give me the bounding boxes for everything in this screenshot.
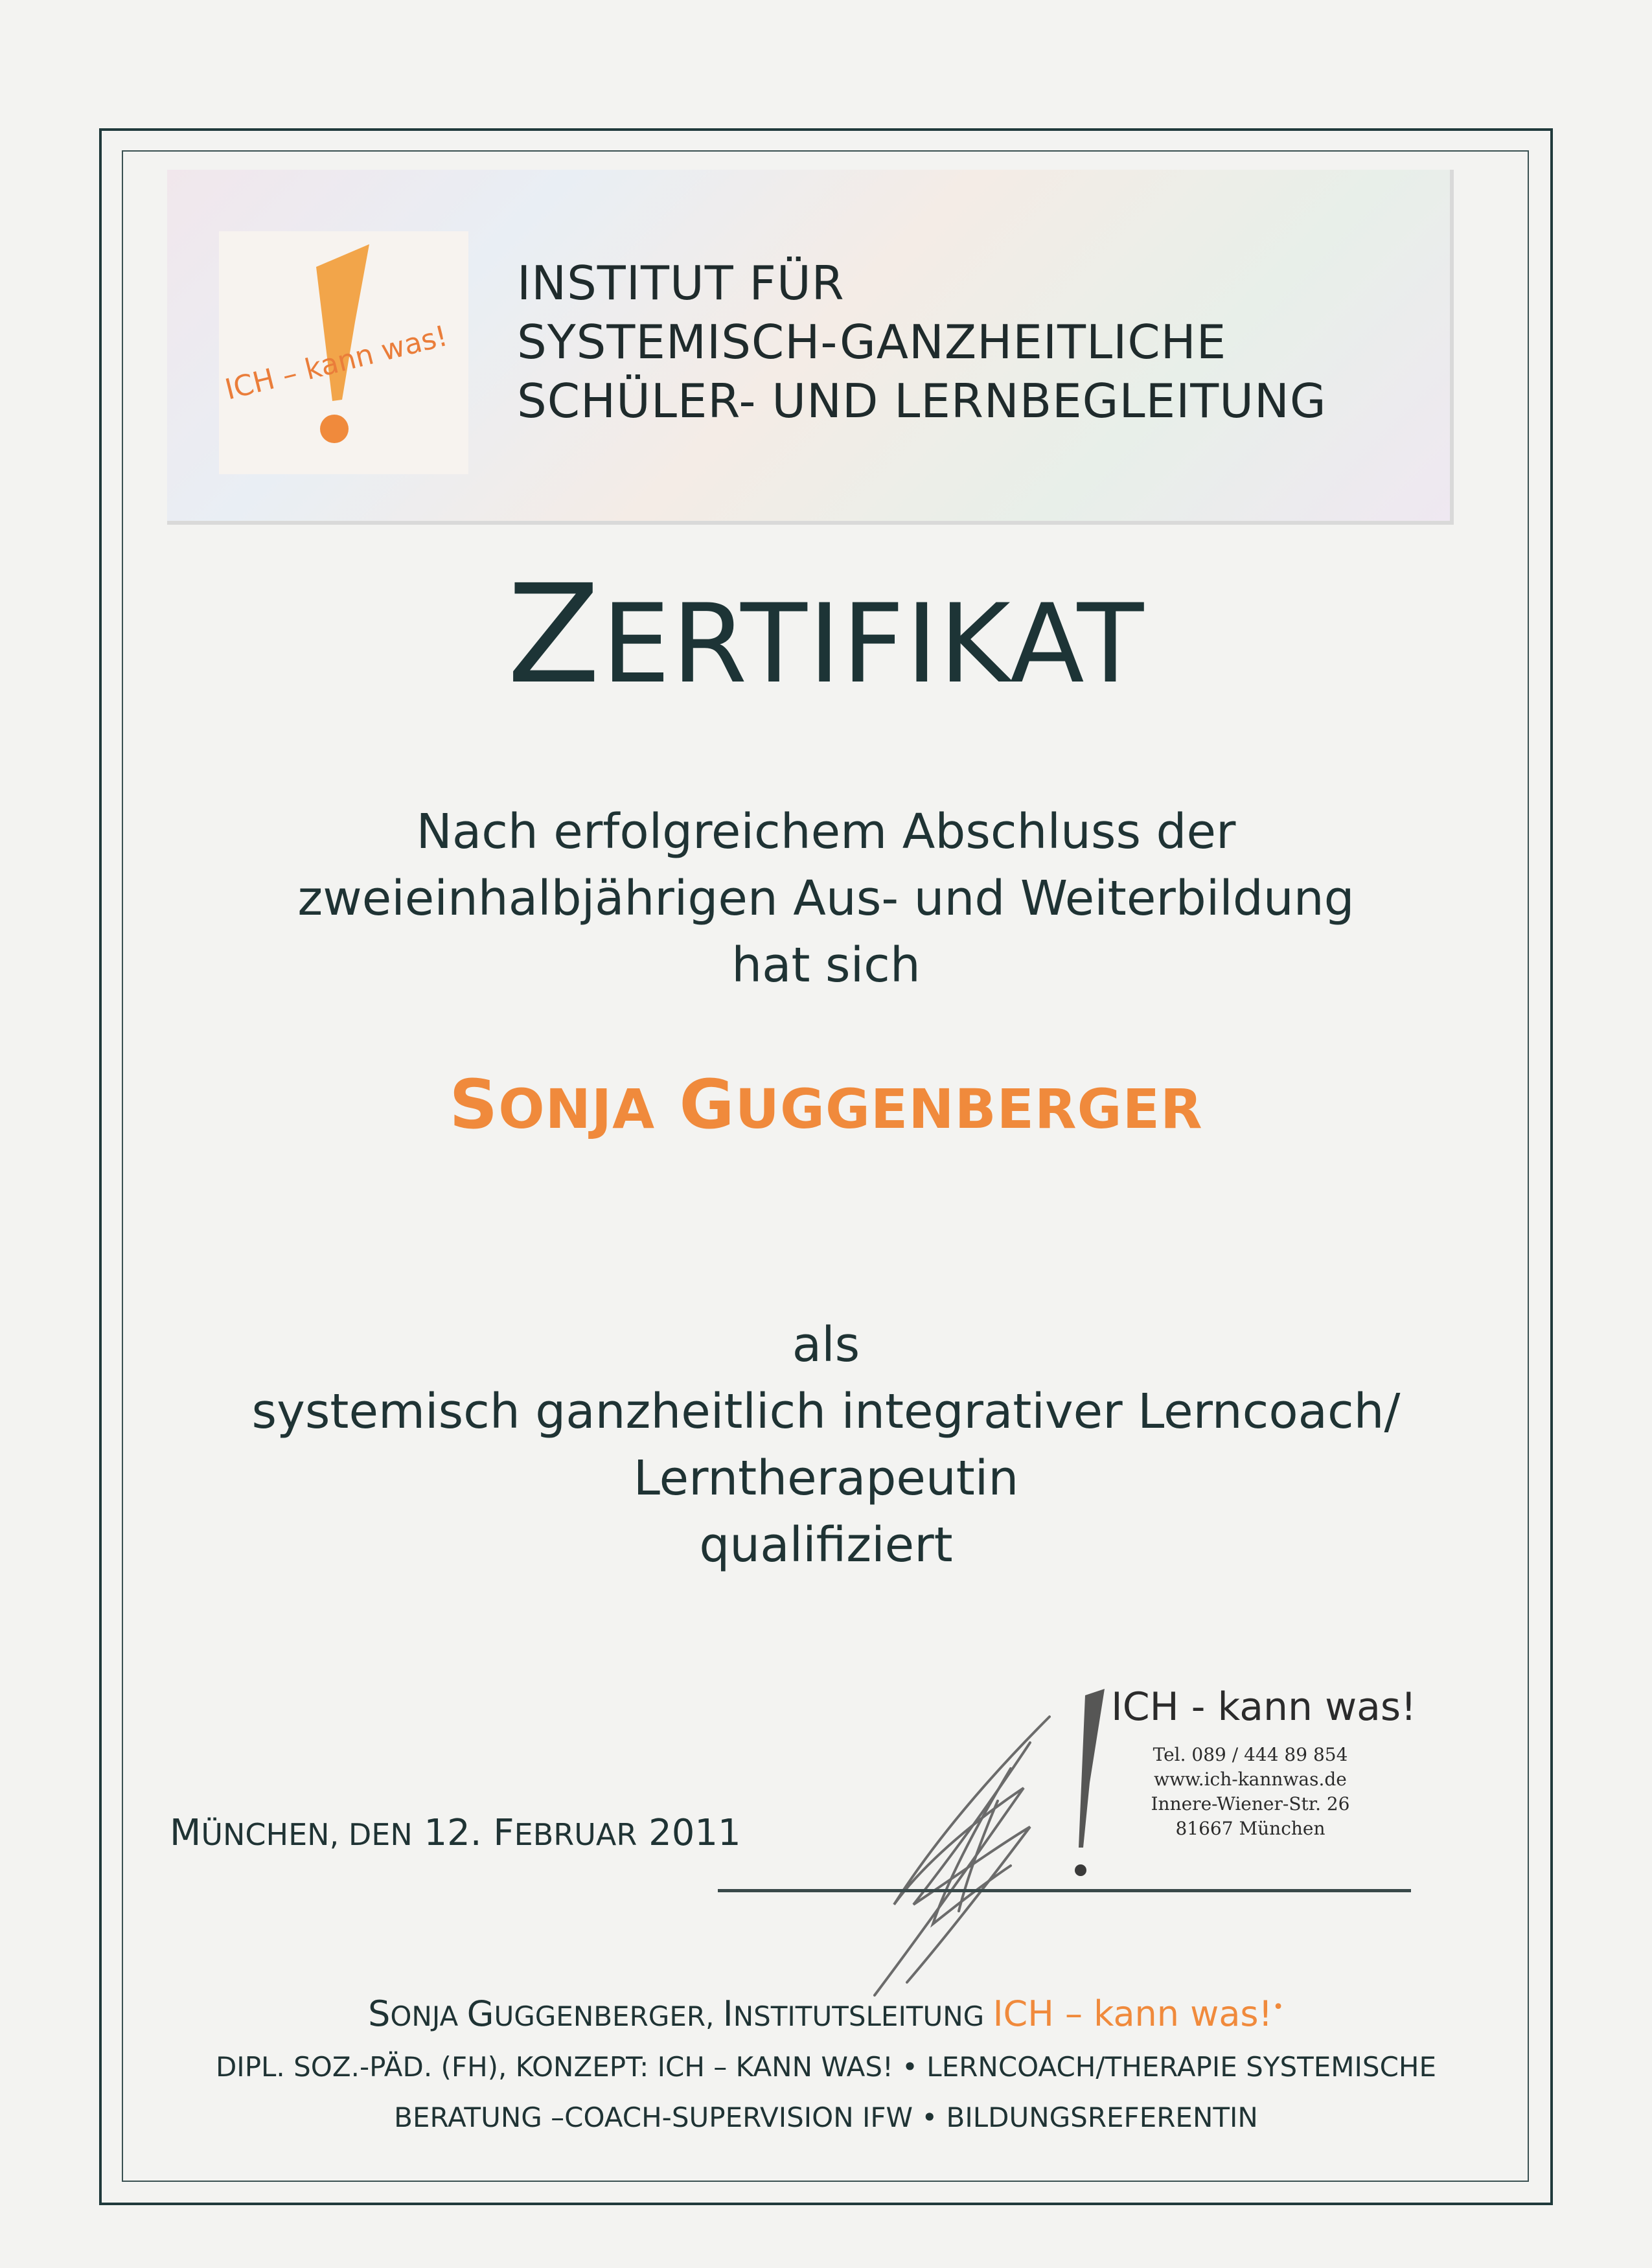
date-ebruar: EBRUAR (514, 1817, 637, 1852)
intro-line-3: hat sich (731, 937, 921, 993)
footer (0, 1982, 1652, 2143)
qualification-line-2: systemisch ganzheitlich integrativer Lerncoach/ (251, 1384, 1401, 1439)
footer-b: ONJA (390, 2000, 467, 2032)
footer-e: I (722, 1993, 733, 2034)
date-den: , DEN (329, 1817, 413, 1852)
intro-line-1: Nach erfolgreichem Abschluss der (416, 804, 1236, 860)
svg-text:ICH – kann was!: ICH – kann was! (222, 319, 452, 407)
qualification-line-4: qualifiziert (699, 1517, 953, 1573)
stamp-city: 81667 München (1175, 1818, 1325, 1839)
stamp-website: www.ich-kannwas.de (1154, 1769, 1347, 1790)
recipient-name (0, 1062, 1652, 1151)
footer-a: S (368, 1993, 391, 2034)
date-day: 12. (412, 1812, 494, 1854)
institute-name (517, 254, 1327, 431)
date-line (170, 1811, 741, 1857)
handwritten-signature (836, 1691, 1199, 2015)
footer-line-3: BERATUNG –COACH-SUPERVISION IFW • BILDUNGSREFERENTIN (394, 2102, 1258, 2133)
footer-org: ICH – kann was! (992, 1993, 1273, 2034)
title-initial: Z (507, 555, 602, 714)
header-banner (167, 170, 1454, 525)
qualification-line-3: Lerntherapeutin (633, 1450, 1019, 1506)
qualification-line-1: als (792, 1317, 860, 1373)
stamp-title: ICH - kann was! (1111, 1684, 1417, 1730)
date-f: F (493, 1812, 514, 1854)
name-last-rest: UGGENBERGER (735, 1077, 1203, 1141)
qualification-text (0, 1312, 1652, 1579)
institute-line-3: SCHÜLER- UND LERNBEGLEITUNG (517, 374, 1327, 428)
institute-line-1: INSTITUT FÜR (517, 256, 845, 310)
date-m: M (170, 1812, 201, 1854)
intro-line-2: zweieinhalbjährigen Aus- und Weiterbildung (297, 871, 1355, 926)
footer-org-dot: • (1272, 1996, 1284, 2019)
footer-line-1 (0, 1982, 1652, 2042)
date-unchen: ÜNCHEN (201, 1817, 330, 1852)
exclamation-logo-icon (219, 231, 468, 474)
certificate-title (0, 557, 1652, 722)
institute-line-2: SYSTEMISCH-GANZHEITLICHE (517, 315, 1227, 369)
name-first-initial: S (449, 1065, 499, 1144)
intro-text (0, 799, 1652, 999)
name-first-rest: ONJA (498, 1077, 656, 1141)
ich-kann-was-logo (219, 231, 468, 474)
footer-line-2: DIPL. SOZ.-PÄD. (FH), KONZEPT: ICH – KANN WAS! • LERNCOACH/THERAPIE SYSTEMISCHE (215, 2051, 1437, 2083)
name-last-initial: G (679, 1065, 735, 1144)
stamp-street: Innere-Wiener-Str. 26 (1151, 1793, 1350, 1815)
title-rest: ERTIFIKAT (601, 580, 1145, 707)
footer-f: NSTITUTSLEITUNG (733, 2000, 993, 2032)
footer-c: G (466, 1993, 494, 2034)
signature-line (718, 1889, 1411, 1892)
stamp-phone: Tel. 089 / 444 89 854 (1153, 1744, 1348, 1765)
footer-d: UGGENBERGER, (494, 2000, 723, 2032)
date-year: 2011 (637, 1812, 741, 1854)
